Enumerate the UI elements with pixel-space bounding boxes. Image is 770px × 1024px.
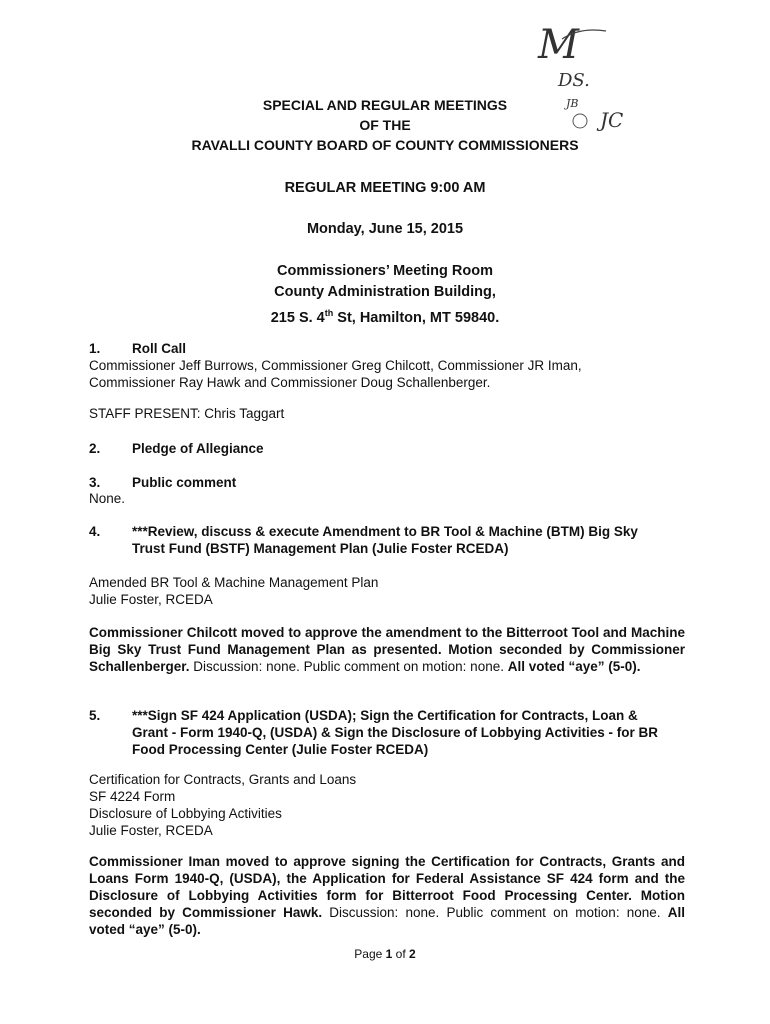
item-title: ***Sign SF 424 Application (USDA); Sign the Certification for Contracts, Loan & (132, 708, 638, 723)
item-title: ***Review, discuss & execute Amendment to BR Tool & Machine (BTM) Big Sky (132, 524, 638, 539)
agenda-item-roll-call (89, 340, 689, 357)
meeting-address (0, 303, 770, 328)
agenda-item-5 (89, 707, 689, 724)
handwritten-initials-top: M (538, 22, 579, 68)
staff-present: STAFF PRESENT: Chris Taggart (89, 406, 285, 421)
address-text: 215 S. 4 (270, 309, 325, 326)
public-comment-body: None. (89, 491, 126, 506)
item-number: 4. (89, 524, 101, 539)
header-line-3: RAVALLI COUNTY BOARD OF COUNTY COMMISSIONERS (191, 137, 579, 153)
address-text-end: St, Hamilton, MT 59840. (333, 309, 500, 326)
doc-line: SF 4224 Form (89, 789, 176, 804)
page-footer (0, 947, 770, 961)
agenda-item-4 (89, 523, 689, 540)
handwritten-initials-small: JB (566, 97, 579, 110)
meeting-title: REGULAR MEETING 9:00 AM (284, 180, 486, 196)
item-title: Pledge of Allegiance (132, 441, 264, 456)
item-number: 3. (89, 475, 101, 490)
doc-line: Julie Foster, RCEDA (89, 823, 213, 838)
motion-text (89, 624, 685, 675)
meeting-room: Commissioners’ Meeting Room (277, 263, 493, 279)
motion-bold: Commissioner Iman moved to approve signing the Certification for Contracts, Grants and Loans Form 1940-Q, (USDA), the Application for Federal Assistance SF 424 form and the Disclosure of Lobbying Activities form for Bitterroot Food Processing Center. Motion seconded by Commissioner Hawk. (89, 854, 685, 920)
motion-bold: Commissioner Chilcott moved to approve the amendment to the Bitterroot Tool and Machine Big Sky Trust Fund Management Plan as presented. Motion seconded by Commissioner Schallenberger. (89, 625, 685, 674)
footer-prefix: Page (354, 947, 386, 961)
address-sup: th (324, 308, 334, 318)
motion-plain: Discussion: none. Public comment on motion: none. (189, 659, 508, 674)
doc-line: Amended BR Tool & Machine Management Plan (89, 575, 379, 590)
doc-line: Julie Foster, RCEDA (89, 592, 213, 607)
doc-line: Certification for Contracts, Grants and Loans (89, 772, 357, 787)
item-title: Roll Call (132, 341, 187, 356)
handwritten-initials-right: JC (600, 108, 624, 132)
item-number: 2. (89, 441, 101, 456)
item-number: 5. (89, 708, 101, 723)
motion-vote: All voted “aye” (5-0). (89, 905, 685, 937)
item-title-cont: Grant - Form 1940-Q, (USDA) & Sign the Disclosure of Lobbying Activities - for BR (132, 725, 659, 740)
item-title-cont: Food Processing Center (Julie Foster RCEDA) (132, 742, 429, 757)
meeting-building: County Administration Building, (274, 284, 496, 300)
agenda-item-pledge (89, 440, 689, 457)
motion-vote: All voted “aye” (5-0). (507, 659, 641, 674)
doc-line: Disclosure of Lobbying Activities (89, 806, 282, 821)
handwritten-initials-ds: DS. (558, 70, 590, 91)
roll-call-line-1: Commissioner Jeff Burrows, Commissioner Greg Chilcott, Commissioner JR Iman, (89, 358, 582, 373)
footer-middle: of (392, 947, 410, 961)
roll-call-line-2: Commissioner Ray Hawk and Commissioner Doug Schallenberger. (89, 375, 491, 390)
handwritten-stroke (560, 25, 610, 45)
motion-plain: Discussion: none. Public comment on motion: none. (322, 905, 661, 920)
meeting-date: Monday, June 15, 2015 (306, 221, 464, 237)
item-title-cont: Trust Fund (BSTF) Management Plan (Julie Foster RCEDA) (132, 541, 509, 556)
motion-text (89, 853, 685, 938)
agenda-item-public-comment (89, 474, 689, 491)
footer-total: 2 (409, 947, 416, 961)
item-number: 1. (89, 341, 101, 356)
item-title: Public comment (132, 475, 237, 490)
header-line-1: SPECIAL AND REGULAR MEETINGS (262, 97, 508, 113)
footer-page: 1 (385, 947, 393, 961)
header-line-2: OF THE (359, 117, 411, 133)
